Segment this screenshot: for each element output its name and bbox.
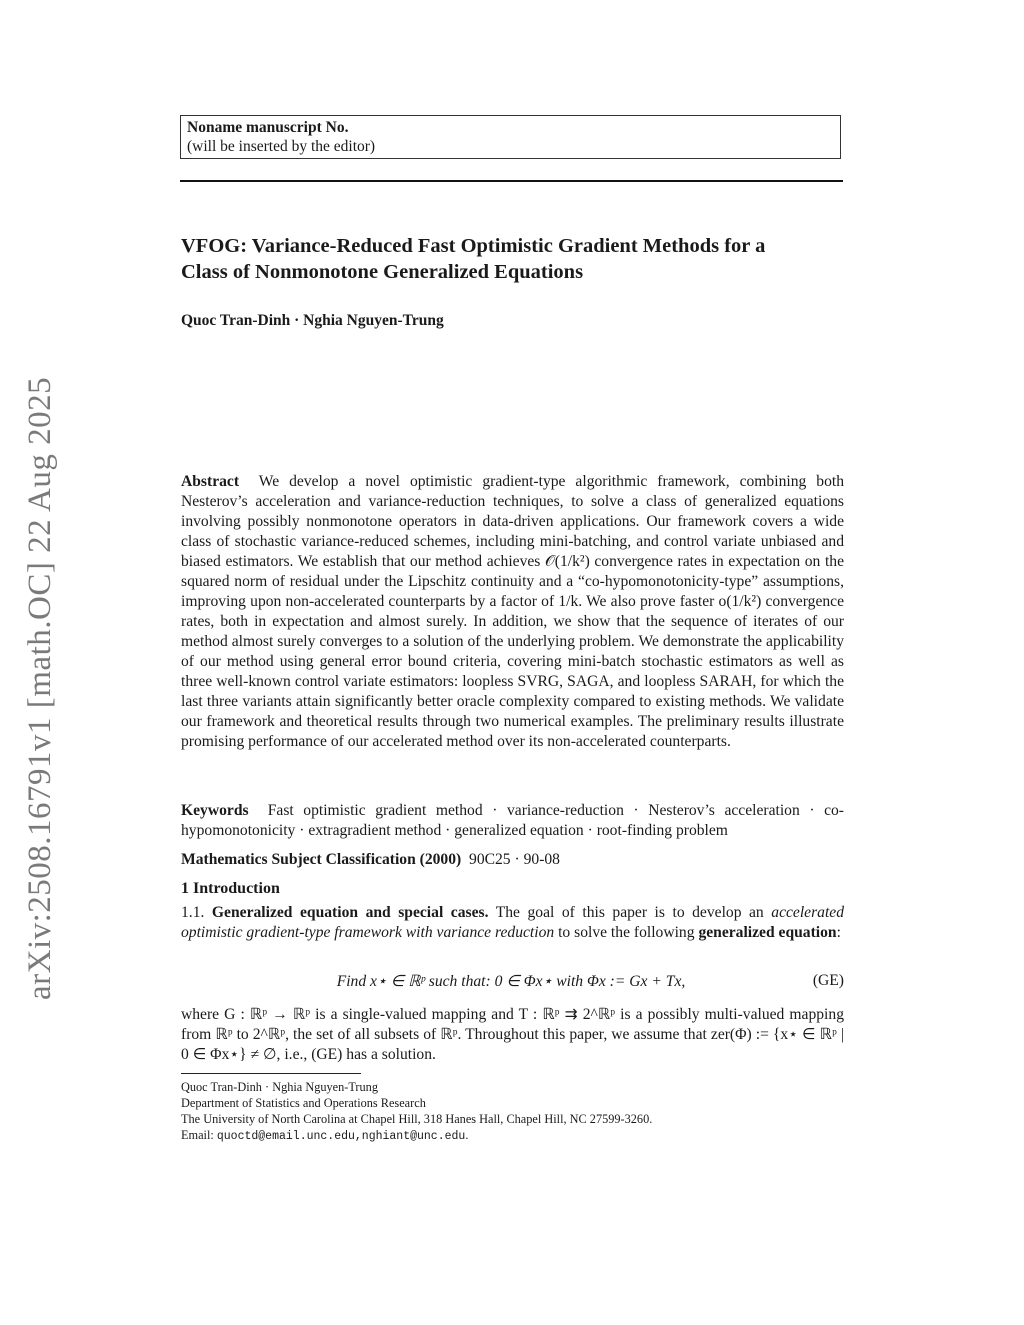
intro-paragraph (181, 903, 844, 943)
email-period: . (465, 1128, 469, 1142)
intro-italic-phrase: accelerated optimistic gradient-type framework with variance reduction (181, 904, 844, 941)
arxiv-identifier-stamp: arXiv:2508.16791v1 [math.OC] 22 Aug 2025 (22, 376, 58, 1000)
footnote-department: Department of Statistics and Operations Research (181, 1096, 426, 1110)
where-paragraph: where G : ℝᵖ → ℝᵖ is a single-valued mapping and T : ℝᵖ ⇉ 2^ℝᵖ is a possibly multi-valued mapping from ℝᵖ to 2^ℝᵖ, the set of all subsets of ℝᵖ. Throughout this paper, we assume that zer(Φ) := {x⋆ ∈ ℝᵖ | 0 ∈ Φx⋆} ≠ ∅, i.e., (GE) has a solution. (181, 1006, 844, 1063)
equation-label: (GE) (812, 972, 844, 989)
msc-codes: 90C25 · 90-08 (469, 851, 560, 868)
footnote-email-line (181, 1127, 844, 1145)
author-list: Quoc Tran-Dinh · Nghia Nguyen-Trung (181, 312, 444, 329)
paper-title (181, 233, 851, 285)
equation-ge (181, 972, 844, 994)
intro-text-2: to solve the following (558, 924, 695, 941)
footnote-university: The University of North Carolina at Chapel Hill, 318 Hanes Hall, Chapel Hill, NC 27599-3260. (181, 1112, 653, 1126)
subsection-title: Generalized equation and special cases. (211, 904, 489, 921)
msc-label: Mathematics Subject Classification (2000) (181, 851, 462, 868)
abstract (181, 472, 844, 752)
header-rule (180, 180, 843, 182)
intro-text-1: The goal of this paper is to develop an (495, 904, 764, 921)
keywords-label: Keywords (181, 802, 249, 819)
footnote-rule (181, 1073, 361, 1074)
footnote-authors: Quoc Tran-Dinh · Nghia Nguyen-Trung (181, 1080, 378, 1094)
msc-classification (181, 850, 844, 870)
section-heading-introduction: 1 Introduction (181, 880, 280, 897)
abstract-label: Abstract (181, 473, 240, 490)
keywords (181, 801, 844, 841)
intro-colon: : (836, 924, 841, 941)
title-line-1: VFOG: Variance-Reduced Fast Optimistic Gradient Methods for a (181, 235, 766, 257)
manuscript-number-label: Noname manuscript No. (187, 119, 349, 136)
manuscript-header-box (180, 115, 841, 159)
email-label: Email: (181, 1128, 214, 1142)
email-addresses[interactable]: quoctd@email.unc.edu,nghiant@unc.edu (216, 1130, 466, 1143)
author-affiliation-footnote (181, 1079, 844, 1145)
subsection-number: 1.1. (181, 904, 205, 921)
equation-body: Find x⋆ ∈ ℝᵖ such that: 0 ∈ Φx⋆ with Φx := Gx + Tx, (336, 973, 686, 990)
title-line-2: Class of Nonmonotone Generalized Equations (181, 261, 584, 283)
editor-note: (will be inserted by the editor) (187, 138, 376, 155)
keywords-text: Fast optimistic gradient method · variance-reduction · Nesterov’s acceleration · co-hypomonotonicity · extragradient method · generalized equation · root-finding problem (181, 802, 844, 839)
intro-bold-term: generalized equation (698, 924, 837, 941)
abstract-text: We develop a novel optimistic gradient-type algorithmic framework, combining both Nesterov’s acceleration and variance-reduction techniques, to solve a class of generalized equations involving possibly nonmonotone operators in data-driven applications. Our framework covers a wide class of stochastic variance-reduced schemes, including mini-batching, and control variate unbiased and biased estimators. We establish that our method achieves 𝒪(1/k²) convergence rates in expectation on the squared norm of residual under the Lipschitz continuity and a “co-hypomonotonicity-type” assumptions, improving upon non-accelerated counterparts by a factor of 1/k. We also prove faster o(1/k²) convergence rates, both in expectation and almost surely. In addition, we show that the sequence of iterates of our method almost surely converges to a solution of the underlying problem. We demonstrate the applicability of our method using general error bound criteria, covering mini-batch stochastic estimators as well as three well-known control variate estimators: loopless SVRG, SAGA, and loopless SARAH, for which the last three variants attain significantly better oracle complexity compared to existing methods. We validate our framework and theoretical results through two numerical examples. The preliminary results illustrate promising performance of our accelerated method over its non-accelerated counterparts. (181, 473, 844, 750)
